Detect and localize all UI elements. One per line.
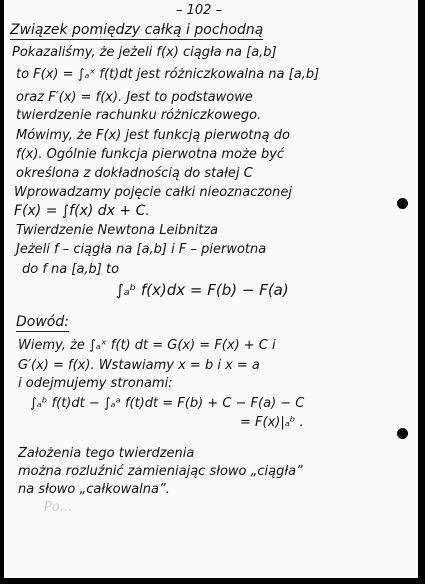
proof-heading: Dowód: (16, 314, 69, 330)
text-line: twierdzenie rachunku różniczkowego. (16, 108, 262, 123)
page-number: – 102 – (176, 3, 223, 18)
text-line: Pokazaliśmy, że jeżeli f(x) ciągła na [a,b] (12, 45, 277, 60)
binder-hole (397, 428, 408, 439)
text-line: Wiemy, że ∫ₐˣ f(t) dt = G(x) = F(x) + C i (18, 338, 276, 353)
notebook-page (4, 0, 418, 578)
text-line: do f na [a,b] to (22, 262, 120, 277)
text-line: Wprowadzamy pojęcie całki nieoznaczonej (14, 185, 292, 200)
text-line: oraz F′(x) = f(x). Jest to podstawowe (16, 90, 253, 105)
text-line: określona z dokładnością do stałej C (16, 166, 253, 181)
text-line: można rozluźnić zamieniając słowo „ciągła” (18, 464, 303, 479)
text-line: G′(x) = f(x). Wstawiamy x = b i x = a (18, 358, 260, 373)
text-line: to F(x) = ∫ₐˣ f(t)dt jest różniczkowalna na [a,b] (16, 67, 320, 82)
text-line: Założenia tego twierdzenia (18, 446, 195, 461)
theorem-title: Twierdzenie Newtona Leibnitza (16, 223, 219, 238)
text-line: i odejmujemy stronami: (18, 376, 173, 391)
formula-line: ∫ₐᵇ f(t)dt − ∫ₐᵃ f(t)dt = F(b) + C − F(a) − C (30, 396, 305, 411)
formula-line: ∫ₐᵇ f(x)dx = F(b) − F(a) (116, 281, 289, 299)
formula-line: F(x) = ∫f(x) dx + C. (14, 203, 150, 219)
text-line: Mówimy, że F(x) jest funkcją pierwotną do (16, 128, 290, 143)
faint-text: Po... (44, 500, 73, 515)
formula-line: = F(x)|ₐᵇ . (240, 415, 304, 430)
binder-hole (397, 198, 408, 209)
text-line: na słowo „całkowalna”. (18, 482, 170, 497)
text-line: Jeżeli f – ciągła na [a,b] i F – pierwotna (16, 242, 267, 257)
section-heading: Związek pomiędzy całką i pochodną (10, 22, 264, 38)
text-line: f(x). Ogólnie funkcja pierwotna może być (16, 147, 285, 162)
